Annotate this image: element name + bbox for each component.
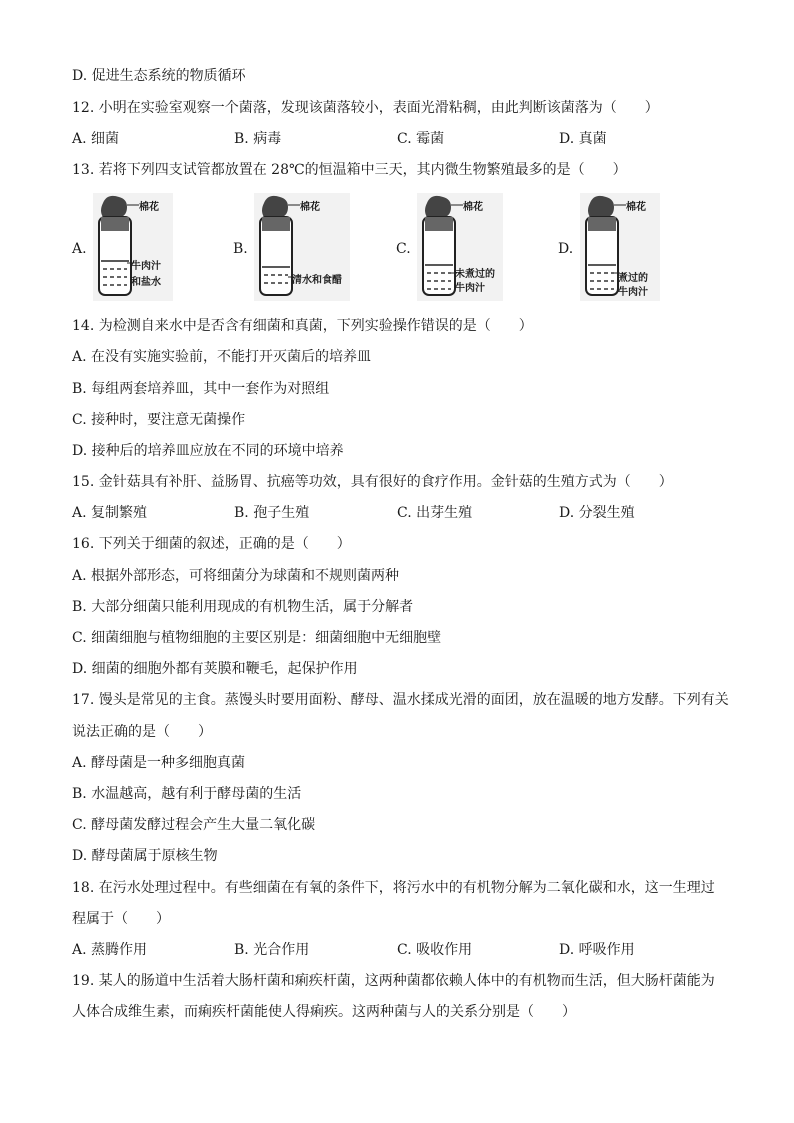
q14-option-b: B. 每组两套培养皿，其中一套作为对照组 (72, 381, 330, 397)
q13-fig-d-top-text: 棉花 (626, 202, 646, 213)
q13-fig-b-tube (254, 193, 350, 301)
q13-fig-d-bottom-text-2: 牛肉汁 (618, 287, 648, 298)
q15-option-a: A. 复制繁殖 (72, 505, 148, 521)
q13-fig-a-bottom-text-1: 牛肉汁 (131, 261, 161, 272)
q13-fig-d-label: D. (558, 241, 574, 257)
q15-stem: 15. 金针菇具有补肝、益肠胃、抗癌等功效，具有很好的食疗作用。金针菇的生殖方式为（ ） (72, 474, 673, 490)
q13-fig-a-tube (93, 193, 173, 301)
q17-option-d: D. 酵母菌属于原核生物 (72, 848, 218, 864)
q17-stem-line-1: 17. 馒头是常见的主食。蒸馒头时要用面粉、酵母、温水揉成光滑的面团，放在温暖的地方发酵。下列有关 (72, 692, 729, 708)
q13-fig-c-bottom-text-1: 未煮过的 (455, 269, 495, 280)
q14-option-c: C. 接种时，要注意无菌操作 (72, 412, 246, 428)
q11-option-d: D. 促进生态系统的物质循环 (72, 68, 246, 84)
q17-option-c: C. 酵母菌发酵过程会产生大量二氧化碳 (72, 817, 316, 833)
q18-option-a: A. 蒸腾作用 (72, 942, 148, 958)
q13-fig-b-top-text: 棉花 (300, 202, 320, 213)
q13-fig-a-label: A. (72, 241, 87, 257)
q18-option-b: B. 光合作用 (234, 942, 310, 958)
q13-fig-b-bottom-text: 清水和食醋 (292, 275, 342, 286)
q15-option-c: C. 出芽生殖 (397, 505, 473, 521)
q14-stem: 14. 为检测自来水中是否含有细菌和真菌，下列实验操作错误的是（ ） (72, 318, 533, 334)
q19-stem-line-1: 19. 某人的肠道中生活着大肠杆菌和痢疾杆菌，这两种菌都依赖人体中的有机物而生活，但大肠杆菌能为 (72, 973, 715, 989)
q17-stem-line-2: 说法正确的是（ ） (72, 724, 212, 740)
q16-option-b: B. 大部分细菌只能利用现成的有机物生活，属于分解者 (72, 599, 414, 615)
q18-stem-line-1: 18. 在污水处理过程中。有些细菌在有氧的条件下，将污水中的有机物分解为二氧化碳和水，这一生理过 (72, 880, 715, 896)
q19-stem-line-2: 人体合成维生素，而痢疾杆菌能使人得痢疾。这两种菌与人的关系分别是（ ） (72, 1004, 576, 1020)
q12-option-c: C. 霉菌 (397, 131, 445, 147)
q18-option-c: C. 吸收作用 (397, 942, 473, 958)
q13-fig-a-top-text: 棉花 (139, 202, 159, 213)
q12-option-a: A. 细菌 (72, 131, 120, 147)
q16-option-a: A. 根据外部形态，可将细菌分为球菌和不规则菌两种 (72, 568, 400, 584)
q18-stem-line-2: 程属于（ ） (72, 911, 170, 927)
q13-fig-b-label: B. (233, 241, 248, 257)
q13-fig-d-bottom-text-1: 煮过的 (618, 273, 648, 284)
q13-fig-c-tube (417, 193, 503, 301)
q18-option-d: D. 呼吸作用 (559, 942, 635, 958)
q12-option-d: D. 真菌 (559, 131, 607, 147)
q13-stem: 13. 若将下列四支试管都放置在 28℃的恒温箱中三天，其内微生物繁殖最多的是（ ） (72, 162, 627, 178)
q14-option-a: A. 在没有实施实验前，不能打开灭菌后的培养皿 (72, 349, 372, 365)
q13-fig-a-bottom-text-2: 和盐水 (131, 277, 161, 288)
q13-fig-c-bottom-text-2: 牛肉汁 (455, 283, 485, 294)
q17-option-a: A. 酵母菌是一种多细胞真菌 (72, 755, 246, 771)
q16-option-d: D. 细菌的细胞外都有荚膜和鞭毛，起保护作用 (72, 661, 358, 677)
q12-stem: 12. 小明在实验室观察一个菌落，发现该菌落较小，表面光滑粘稠，由此判断该菌落为（ ） (72, 100, 659, 116)
q12-option-b: B. 病毒 (234, 131, 282, 147)
q16-stem: 16. 下列关于细菌的叙述，正确的是（ ） (72, 536, 351, 552)
q15-option-b: B. 孢子生殖 (234, 505, 310, 521)
q15-option-d: D. 分裂生殖 (559, 505, 635, 521)
q13-fig-c-top-text: 棉花 (463, 202, 483, 213)
q14-option-d: D. 接种后的培养皿应放在不同的环境中培养 (72, 443, 344, 459)
q16-option-c: C. 细菌细胞与植物细胞的主要区别是：细菌细胞中无细胞壁 (72, 630, 442, 646)
q13-fig-d-tube (580, 193, 660, 301)
q13-fig-c-label: C. (396, 241, 411, 257)
q17-option-b: B. 水温越高，越有利于酵母菌的生活 (72, 786, 302, 802)
